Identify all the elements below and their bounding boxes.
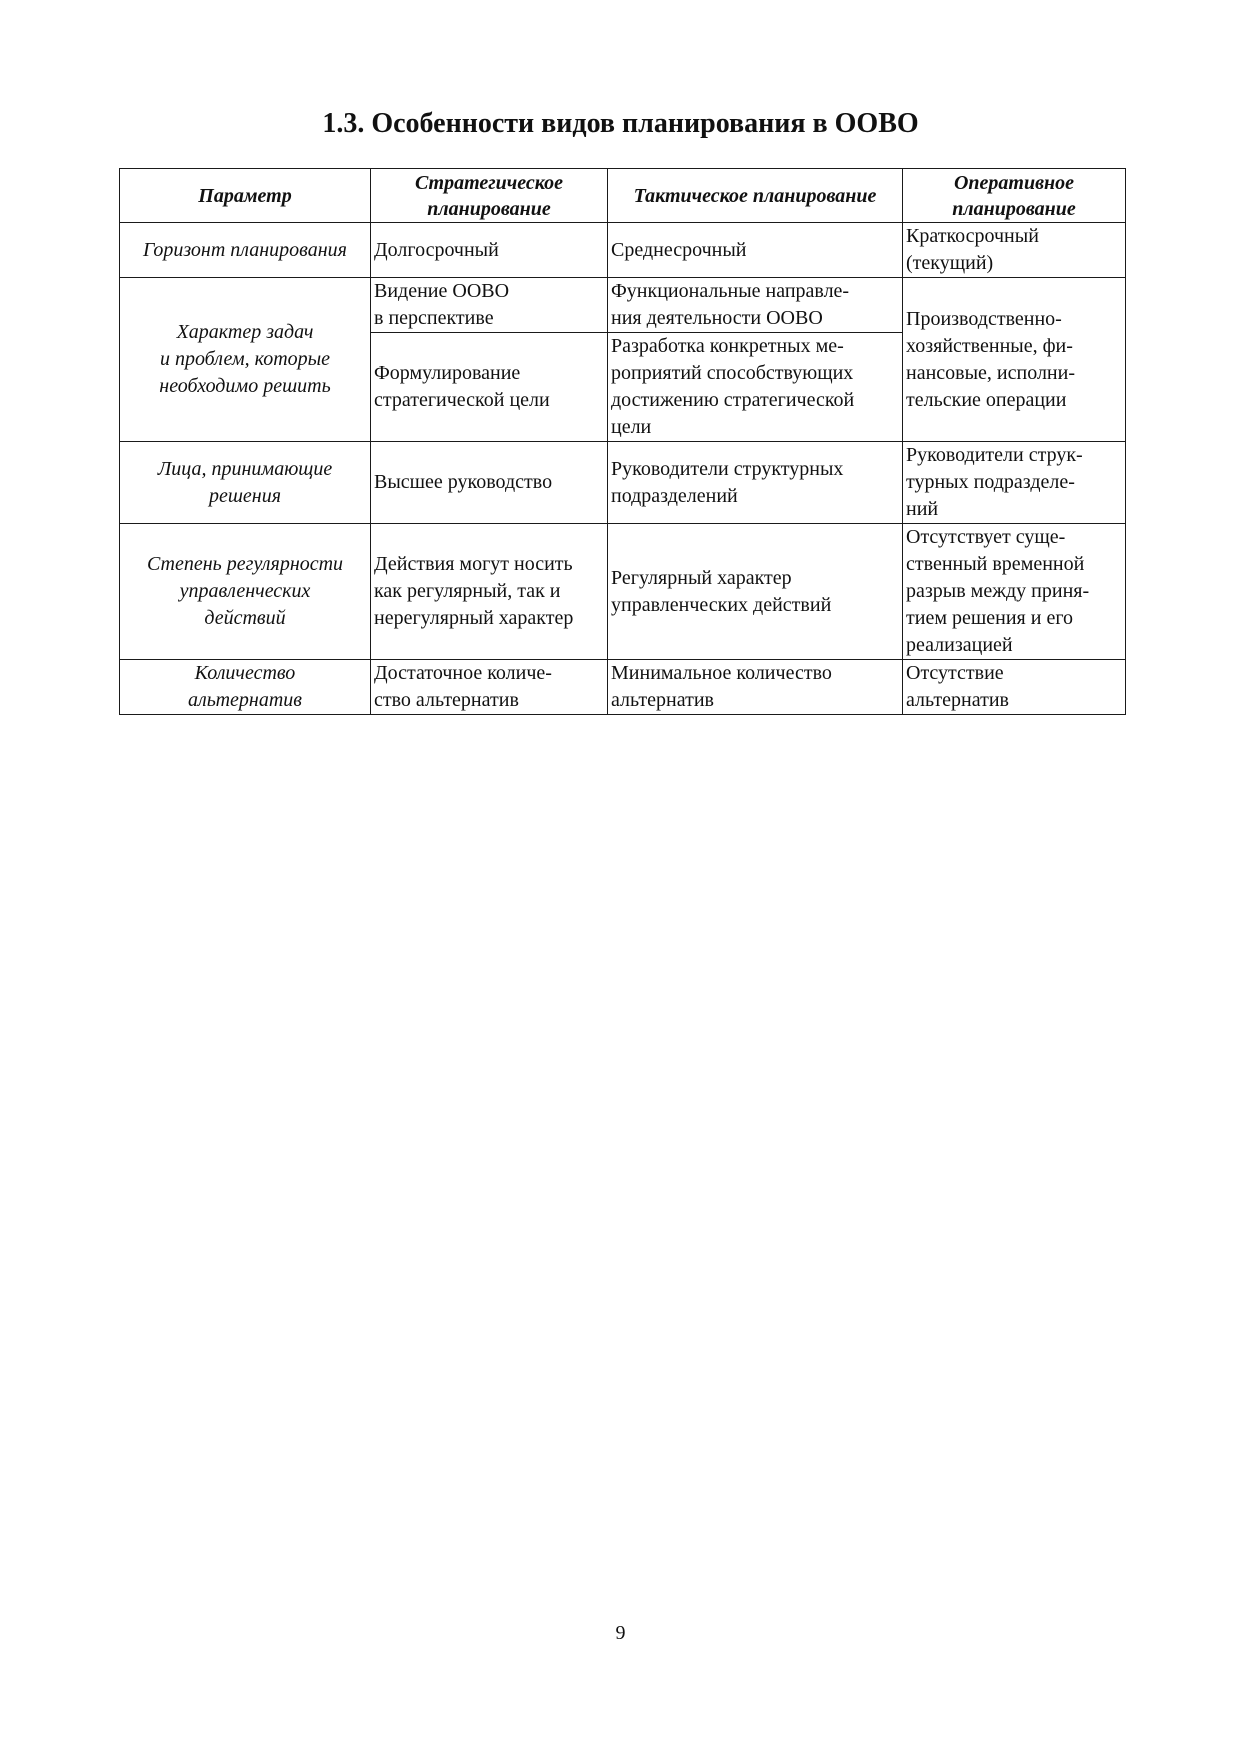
cell-line: (текущий)	[906, 252, 994, 274]
cell-line: Действия могут носить	[374, 553, 573, 575]
cell-line: ственный временной	[906, 553, 1085, 575]
cell-line: разрыв между приня-	[906, 580, 1090, 602]
header-operational-line: Оперативное	[953, 171, 1075, 194]
cell-tactical	[608, 660, 903, 715]
page-number: 9	[615, 1622, 626, 1644]
header-strategic	[371, 169, 608, 223]
cell-line: Отсутствие	[906, 662, 1004, 684]
table-row-horizon	[120, 223, 1126, 278]
table-row-decision-makers	[120, 442, 1126, 524]
cell-line: Разработка конкретных ме-	[611, 335, 844, 357]
cell-line: ний	[906, 498, 939, 520]
cell-parameter	[120, 660, 371, 715]
cell-line: турных подразделе-	[906, 471, 1075, 493]
cell-strategic	[371, 333, 608, 442]
header-operational-line: планирование	[952, 197, 1076, 220]
header-parameter-text: Параметр	[198, 184, 292, 207]
cell-strategic	[371, 223, 608, 278]
header-tactical	[608, 169, 903, 223]
cell-operational	[903, 223, 1126, 278]
cell-line: Отсутствует суще-	[906, 526, 1066, 548]
cell-text: Горизонт планирования	[143, 238, 347, 261]
cell-operational	[903, 442, 1126, 524]
cell-line: и проблем, которые	[159, 348, 331, 370]
cell-strategic	[371, 660, 608, 715]
cell-tactical	[608, 524, 903, 660]
cell-line: как регулярный, так и	[374, 580, 561, 602]
header-parameter	[120, 169, 371, 223]
cell-line: ство альтернатив	[374, 689, 519, 711]
cell-strategic	[371, 278, 608, 333]
cell-line: тельские операции	[906, 388, 1067, 411]
table-header-row	[120, 169, 1126, 223]
cell-line: достижению стратегической	[611, 389, 855, 411]
header-operational	[903, 169, 1126, 223]
cell-line: Достаточное количе-	[374, 662, 552, 684]
cell-line: реализацией	[906, 634, 1013, 656]
cell-line: нансовые, исполни-	[906, 361, 1075, 384]
cell-tactical	[608, 223, 903, 278]
cell-line: подразделений	[611, 484, 738, 507]
cell-line: нерегулярный характер	[374, 607, 574, 629]
cell-line: Краткосрочный	[906, 225, 1039, 247]
cell-parameter	[120, 442, 371, 524]
cell-line: альтернатив	[611, 689, 714, 711]
cell-line: управленческих	[179, 580, 311, 602]
table-row-tasks	[120, 278, 1126, 333]
cell-line: цели	[611, 416, 652, 438]
planning-comparison-table	[119, 168, 1126, 715]
cell-line: необходимо решить	[159, 375, 331, 397]
cell-line: ния деятельности ООВО	[611, 307, 823, 329]
cell-strategic	[371, 442, 608, 524]
cell-strategic	[371, 524, 608, 660]
cell-text: Долгосрочный	[374, 238, 499, 261]
cell-line: Количество	[194, 662, 296, 684]
cell-tactical	[608, 442, 903, 524]
cell-line: альтернатив	[188, 689, 302, 711]
cell-text: Высшее руководство	[374, 471, 553, 493]
cell-line: Функциональные направле-	[611, 280, 850, 302]
cell-tactical	[608, 333, 903, 442]
cell-line: Лица, принимающие	[157, 457, 333, 480]
cell-line: альтернатив	[906, 689, 1009, 711]
header-strategic-line: Стратегическое	[414, 171, 564, 194]
cell-line: хозяйственные, фи-	[906, 334, 1073, 357]
cell-line: роприятий способствующих	[611, 362, 854, 384]
cell-text: Среднесрочный	[611, 238, 747, 261]
cell-parameter	[120, 278, 371, 442]
cell-parameter	[120, 223, 371, 278]
page-title: 1.3. Особенности видов планирования в ООВО	[322, 108, 919, 139]
cell-line: Минимальное количество	[611, 662, 832, 684]
table-row-regularity	[120, 524, 1126, 660]
cell-line: Производственно-	[906, 307, 1062, 330]
cell-line: решения	[208, 484, 282, 507]
cell-line: Степень регулярности	[146, 553, 344, 575]
cell-operational	[903, 524, 1126, 660]
cell-line: Характер задач	[176, 321, 314, 343]
cell-line: управленческих действий	[611, 593, 832, 616]
cell-parameter	[120, 524, 371, 660]
cell-line: Руководители структурных	[611, 457, 844, 480]
table-row-alternatives	[120, 660, 1126, 715]
cell-line: Формулирование	[374, 362, 521, 384]
header-strategic-line: планирование	[427, 197, 551, 220]
cell-line: в перспективе	[374, 307, 494, 329]
cell-operational	[903, 660, 1126, 715]
header-tactical-text: Тактическое планирование	[633, 184, 877, 207]
cell-operational	[903, 278, 1126, 442]
cell-line: Руководители струк-	[906, 444, 1083, 466]
cell-line: тием решения и его	[906, 607, 1074, 629]
cell-line: действий	[204, 607, 286, 629]
cell-line: Видение ООВО	[374, 280, 510, 302]
cell-line: Регулярный характер	[611, 566, 792, 589]
cell-line: стратегической цели	[374, 389, 550, 411]
cell-tactical	[608, 278, 903, 333]
